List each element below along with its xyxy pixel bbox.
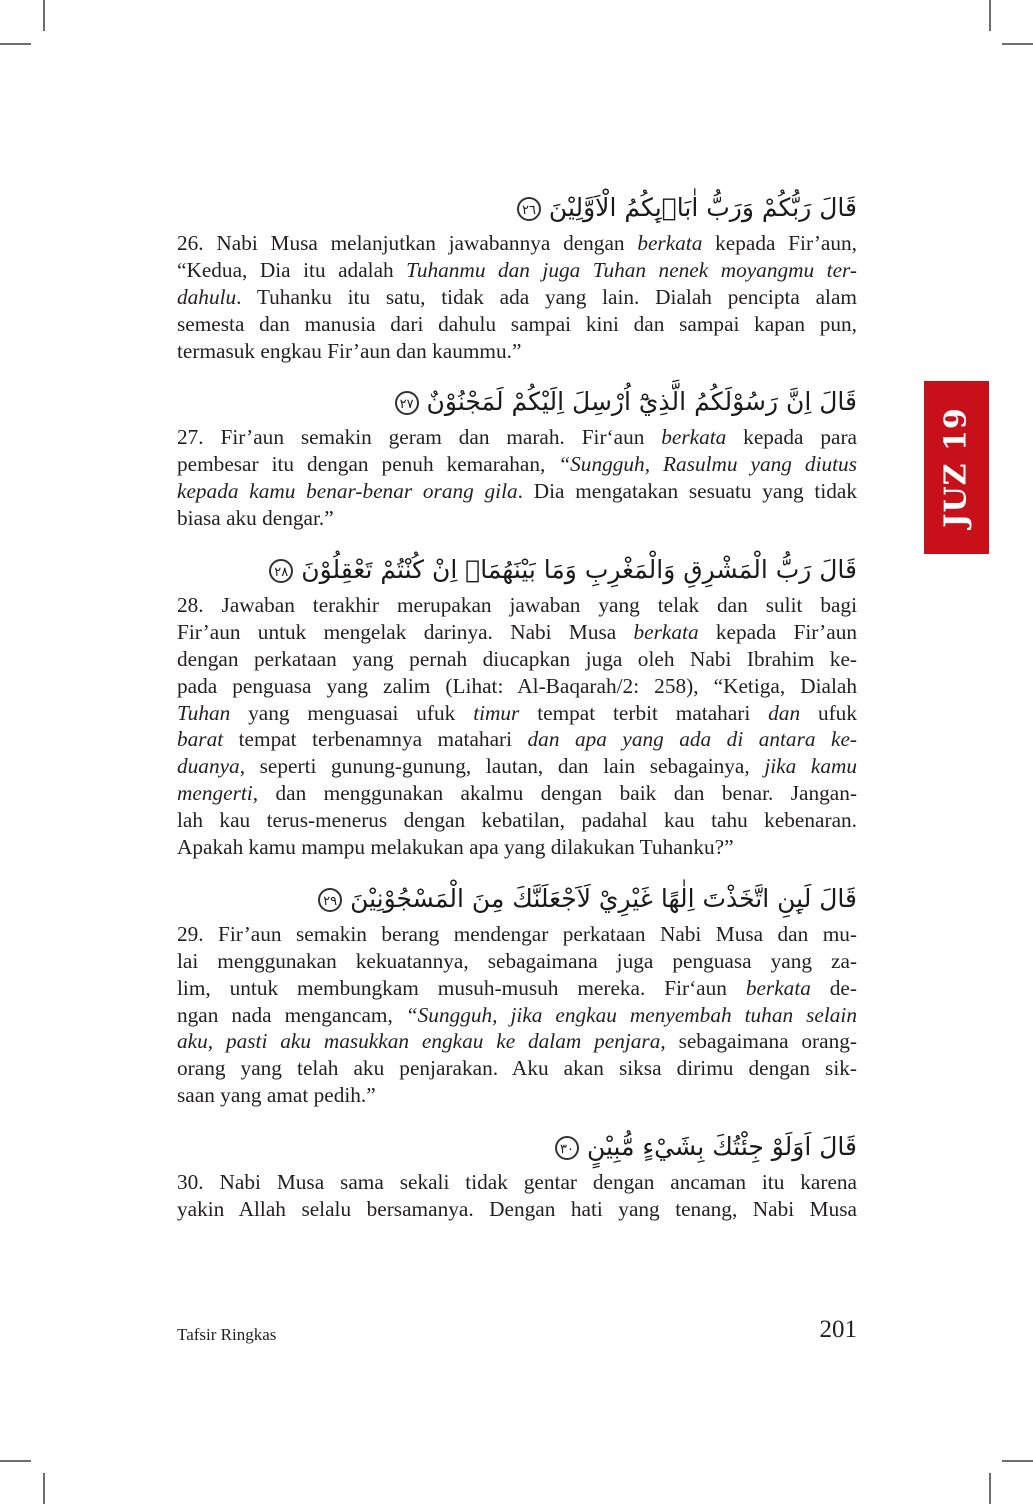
ayah-number-marker-icon: ٣٠ bbox=[555, 1136, 579, 1160]
ayah-number-marker-icon: ٢٧ bbox=[395, 391, 419, 415]
arabic-verse-text: قَالَ رَبُّكُمْ وَرَبُّ اٰبَاۤىِٕكُمُ الْاَوَّلِيْنَ bbox=[548, 193, 857, 222]
crop-mark-bottom-right-vertical bbox=[989, 1473, 991, 1504]
tafsir-content bbox=[177, 186, 857, 1239]
ayah-number-marker-icon: ٢٨ bbox=[269, 559, 293, 583]
paragraph-line: barat tempat terbenamnya matahari dan apa yang ada di antara ke- bbox=[177, 727, 857, 752]
italic-emphasis: berkata bbox=[745, 975, 811, 1000]
paragraph-line: lim, untuk membungkam musuh-musuh mereka. Fir‘aun berkata de- bbox=[177, 975, 857, 1000]
arabic-verse bbox=[177, 1125, 857, 1169]
paragraph-line: saan yang amat pedih.” bbox=[177, 1083, 376, 1108]
italic-emphasis: dahulu bbox=[177, 284, 237, 309]
crop-mark-bottom-right-horizontal bbox=[1002, 1460, 1033, 1462]
verse-block-29 bbox=[177, 877, 857, 1109]
italic-emphasis: barat bbox=[177, 727, 224, 752]
crop-mark-bottom-left-vertical bbox=[43, 1473, 45, 1504]
paragraph-line: 30. Nabi Musa sama sekali tidak gentar dengan ancaman itu karena bbox=[177, 1170, 857, 1195]
page-number: 201 bbox=[819, 1316, 857, 1343]
paragraph-line: duanya, seperti gunung-gunung, lautan, dan lain sebagainya, jika kamu bbox=[177, 754, 857, 779]
crop-mark-top-left-horizontal bbox=[0, 43, 31, 45]
arabic-verse bbox=[177, 877, 857, 921]
italic-emphasis: kepada kamu benar-benar orang gila bbox=[177, 479, 518, 504]
tafsir-paragraph bbox=[177, 1169, 857, 1223]
arabic-verse-text: قَالَ رَبُّ الْمَشْرِقِ وَالْمَغْرِبِ وَمَا بَيْنَهُمَاۗ اِنْ كُنْتُمْ تَعْقِلُوْنَ bbox=[301, 555, 857, 585]
tafsir-paragraph bbox=[177, 230, 857, 364]
paragraph-line: 28. Jawaban terakhir merupakan jawaban yang telak dan sulit bagi bbox=[177, 593, 857, 618]
verse-block-30 bbox=[177, 1125, 857, 1223]
juz-side-tab bbox=[924, 381, 989, 554]
crop-mark-top-right-horizontal bbox=[1002, 43, 1033, 45]
tafsir-paragraph bbox=[177, 592, 857, 861]
paragraph-line: Apakah kamu mampu melakukan apa yang dilakukan Tuhanku?” bbox=[177, 835, 734, 860]
italic-emphasis: berkata bbox=[637, 231, 703, 255]
paragraph-line: lai menggunakan kekuatannya, sebagaimana juga penguasa yang za- bbox=[177, 948, 857, 973]
juz-label: JUZ 19 bbox=[939, 407, 975, 528]
arabic-verse bbox=[177, 380, 857, 424]
paragraph-line: Fir’aun untuk mengelak darinya. Nabi Musa berkata kepada Fir’aun bbox=[177, 619, 857, 644]
paragraph-line: termasuk engkau Fir’aun dan kaummu.” bbox=[177, 338, 522, 363]
verse-block-27 bbox=[177, 380, 857, 532]
paragraph-line: pada penguasa yang zalim (Lihat: Al-Baqarah/2: 258), “Ketiga, Dialah bbox=[177, 673, 857, 698]
paragraph-line: lah kau terus-menerus dengan kebatilan, padahal kau tahu kebenaran. bbox=[177, 808, 857, 833]
arabic-verse-text: قَالَ اَوَلَوْ جِئْتُكَ بِشَيْءٍ مُّبِيْنٍ bbox=[586, 1132, 857, 1162]
italic-emphasis: mengerti bbox=[177, 781, 253, 806]
arabic-verse bbox=[177, 548, 857, 592]
paragraph-line: orang yang telah aku penjarakan. Aku akan siksa dirimu dengan sik- bbox=[177, 1056, 857, 1081]
italic-emphasis: Tuhan bbox=[177, 700, 231, 725]
italic-emphasis: duanya bbox=[177, 754, 240, 779]
tafsir-paragraph bbox=[177, 424, 857, 532]
arabic-verse-text: قَالَ لَىِٕنِ اتَّخَذْتَ اِلٰهًا غَيْرِيْ لَاَجْعَلَنَّكَ مِنَ الْمَسْجُوْنِيْنَ bbox=[350, 883, 857, 913]
italic-emphasis: jika kamu bbox=[764, 754, 857, 779]
paragraph-line: pembesar itu dengan penuh kemarahan, “Sungguh, Rasulmu yang diutus bbox=[177, 452, 857, 477]
paragraph-line: semesta dan manusia dari dahulu sampai kini dan sampai kapan pun, bbox=[177, 311, 857, 336]
book-title-footer: Tafsir Ringkas bbox=[177, 1325, 277, 1344]
tafsir-paragraph bbox=[177, 921, 857, 1109]
arabic-verse bbox=[177, 186, 857, 230]
paragraph-line: 26. Nabi Musa melanjutkan jawabannya dengan berkata kepada Fir’aun, bbox=[177, 231, 857, 255]
ayah-number-marker-icon: ٢٩ bbox=[318, 888, 342, 912]
italic-emphasis: dan apa yang ada di antara ke- bbox=[527, 727, 857, 752]
italic-emphasis: “Sungguh, jika engkau menyembah tuhan selain bbox=[405, 1002, 857, 1027]
paragraph-line: 27. Fir’aun semakin geram dan marah. Fir‘aun berkata kepada para bbox=[177, 425, 857, 450]
crop-mark-top-left-vertical bbox=[43, 0, 45, 31]
paragraph-line: dengan perkataan yang pernah diucapkan juga oleh Nabi Ibrahim ke- bbox=[177, 646, 857, 671]
paragraph-line: mengerti, dan menggunakan akalmu dengan baik dan benar. Jangan- bbox=[177, 781, 857, 806]
arabic-verse-text: قَالَ اِنَّ رَسُوْلَكُمُ الَّذِيْٓ اُرْسِلَ اِلَيْكُمْ لَمَجْنُوْنٌ bbox=[426, 387, 857, 417]
crop-mark-top-right-vertical bbox=[989, 0, 991, 31]
italic-emphasis: timur bbox=[473, 700, 520, 725]
paragraph-line: dahulu. Tuhanku itu satu, tidak ada yang lain. Dialah pencipta alam bbox=[177, 284, 857, 309]
paragraph-line: 29. Fir’aun semakin berang mendengar perkataan Nabi Musa dan mu- bbox=[177, 921, 857, 946]
italic-emphasis: berkata bbox=[633, 619, 699, 644]
paragraph-line: aku, pasti aku masukkan engkau ke dalam penjara, sebagaimana orang- bbox=[177, 1029, 857, 1054]
italic-emphasis: Tuhanmu dan juga Tuhan nenek moyangmu ter- bbox=[406, 257, 857, 282]
italic-emphasis: dan bbox=[768, 700, 801, 725]
paragraph-line: yakin Allah selalu bersamanya. Dengan hati yang tenang, Nabi Musa bbox=[177, 1197, 857, 1222]
paragraph-line: ngan nada mengancam, “Sungguh, jika engkau menyembah tuhan selain bbox=[177, 1002, 857, 1027]
verse-block-28 bbox=[177, 548, 857, 861]
paragraph-line: Tuhan yang menguasai ufuk timur tempat terbit matahari dan ufuk bbox=[177, 700, 857, 725]
ayah-number-marker-icon: ٢٦ bbox=[517, 197, 541, 221]
paragraph-line: kepada kamu benar-benar orang gila. Dia mengatakan sesuatu yang tidak bbox=[177, 479, 857, 504]
italic-emphasis: “Sungguh, Rasulmu yang diutus bbox=[558, 452, 857, 477]
italic-emphasis: berkata bbox=[661, 425, 727, 450]
paragraph-line: “Kedua, Dia itu adalah Tuhanmu dan juga Tuhan nenek moyangmu ter- bbox=[177, 257, 857, 282]
italic-emphasis: aku, pasti aku masukkan engkau ke dalam penjara bbox=[177, 1029, 661, 1054]
verse-block-26 bbox=[177, 186, 857, 364]
paragraph-line: biasa aku dengar.” bbox=[177, 506, 334, 531]
crop-mark-bottom-left-horizontal bbox=[0, 1460, 31, 1462]
